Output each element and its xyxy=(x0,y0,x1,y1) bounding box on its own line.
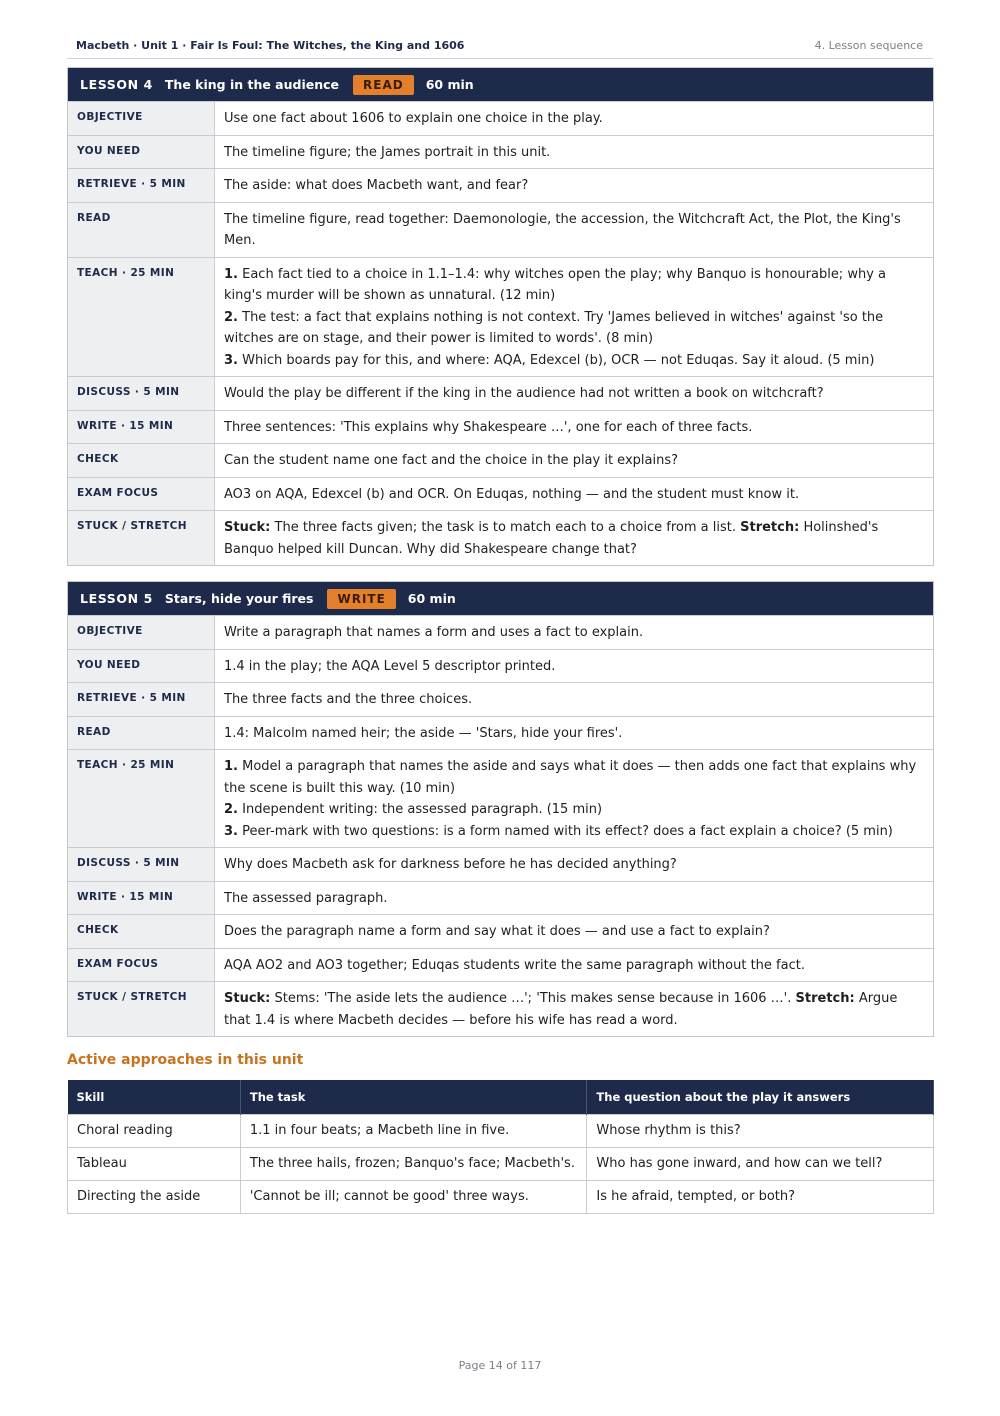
content-line xyxy=(224,108,923,130)
lesson-row xyxy=(68,202,933,257)
content-line xyxy=(224,484,923,506)
content-line xyxy=(224,689,923,711)
row-label: TEACH · 25 MIN xyxy=(68,750,215,847)
column-header: The question about the play it answers xyxy=(587,1080,934,1114)
content-line xyxy=(224,723,923,745)
content-line xyxy=(224,417,923,439)
approaches-table xyxy=(67,1080,934,1214)
row-content xyxy=(215,102,933,135)
lesson-number: LESSON 4 xyxy=(80,77,153,92)
content-line xyxy=(224,622,923,644)
row-label: EXAM FOCUS xyxy=(68,478,215,511)
lesson-number: LESSON 5 xyxy=(80,591,153,606)
lesson-row xyxy=(68,510,933,565)
content-text: The timeline figure; the James portrait in this unit. xyxy=(224,144,551,160)
row-content xyxy=(215,258,933,377)
content-text: The test: a fact that explains nothing is not context. Try 'James believed in witches' against 'so the witches are on stage, and their power is limited to words'. (8 min) xyxy=(224,309,884,346)
lesson-row xyxy=(68,649,933,683)
row-content xyxy=(215,444,933,477)
lesson-duration: 60 min xyxy=(407,591,456,606)
row-content xyxy=(215,616,933,649)
content-line xyxy=(224,955,923,977)
content-text: Which boards pay for this, and where: AQA, Edexcel (b), OCR — not Eduqas. Say it aloud. (5 min) xyxy=(242,352,875,368)
content-text: Three sentences: 'This explains why Shakespeare …', one for each of three facts. xyxy=(224,419,753,435)
label-lead: Stretch: xyxy=(795,991,855,1006)
lesson-title: Stars, hide your fires xyxy=(164,591,314,606)
content-line xyxy=(224,209,923,252)
content-line xyxy=(224,821,923,843)
row-label: EXAM FOCUS xyxy=(68,949,215,982)
lesson-row xyxy=(68,749,933,847)
page-header xyxy=(67,36,933,59)
table-cell: Directing the aside xyxy=(68,1180,241,1213)
row-label: OBJECTIVE xyxy=(68,102,215,135)
table-cell: Is he afraid, tempted, or both? xyxy=(587,1180,934,1213)
lesson-row xyxy=(68,847,933,881)
content-text: Holinshed's Banquo helped kill Duncan. Why did Shakespeare change that? xyxy=(224,520,879,557)
step-number: 3. xyxy=(224,352,238,368)
lesson-row xyxy=(68,410,933,444)
table-cell: Who has gone inward, and how can we tell? xyxy=(587,1147,934,1180)
table-cell: Tableau xyxy=(68,1147,241,1180)
step-number: 3. xyxy=(224,823,238,839)
content-text: Would the play be different if the king in the audience had not written a book on witchcraft? xyxy=(224,386,824,401)
content-text: AQA AO2 and AO3 together; Eduqas students write the same paragraph without the fact. xyxy=(224,957,805,973)
row-label: RETRIEVE · 5 MIN xyxy=(68,169,215,202)
lesson-row xyxy=(68,477,933,511)
section-name: 4. Lesson sequence xyxy=(814,39,923,52)
row-content xyxy=(215,683,933,716)
content-text: Each fact tied to a choice in 1.1–1.4: why witches open the play; why Banquo is honourable; why a king's murder will be shown as unnatural. (12 min) xyxy=(224,266,886,303)
lesson-rows xyxy=(68,101,933,565)
row-content xyxy=(215,882,933,915)
lesson-row xyxy=(68,716,933,750)
row-content xyxy=(215,478,933,511)
row-label: READ xyxy=(68,203,215,257)
row-label: RETRIEVE · 5 MIN xyxy=(68,683,215,716)
row-label: READ xyxy=(68,717,215,750)
page-number: Page 14 of 117 xyxy=(458,1359,542,1372)
running-title: Macbeth · Unit 1 · Fair Is Foul: The Witches, the King and 1606 xyxy=(76,39,465,52)
table-cell: Choral reading xyxy=(68,1114,241,1147)
row-content xyxy=(215,650,933,683)
content-line xyxy=(224,921,923,943)
table-cell: 1.1 in four beats; a Macbeth line in five. xyxy=(240,1114,587,1147)
content-text: The timeline figure, read together: Daemonologie, the accession, the Witchcraft Act, the Plot, the King's Men. xyxy=(224,211,901,248)
row-label: DISCUSS · 5 MIN xyxy=(68,848,215,881)
content-line xyxy=(224,888,923,910)
row-content xyxy=(215,717,933,750)
content-text: The three facts and the three choices. xyxy=(224,692,473,707)
content-line xyxy=(224,175,923,197)
lesson-header xyxy=(68,68,933,101)
row-label: OBJECTIVE xyxy=(68,616,215,649)
lesson-row xyxy=(68,914,933,948)
row-content xyxy=(215,169,933,202)
row-label: DISCUSS · 5 MIN xyxy=(68,377,215,410)
row-label: WRITE · 15 MIN xyxy=(68,411,215,444)
table-cell: 'Cannot be ill; cannot be good' three ways. xyxy=(240,1180,587,1213)
table-row xyxy=(68,1147,934,1180)
row-label: WRITE · 15 MIN xyxy=(68,882,215,915)
lesson-row xyxy=(68,135,933,169)
lesson-rows xyxy=(68,615,933,1036)
content-text: 1.4 in the play; the AQA Level 5 descriptor printed. xyxy=(224,658,556,674)
table-header-row xyxy=(68,1080,934,1114)
column-header: Skill xyxy=(68,1080,241,1114)
section-heading: Active approaches in this unit xyxy=(67,1052,304,1068)
label-lead: Stuck: xyxy=(224,520,271,535)
content-text: Stems: 'The aside lets the audience …'; 'This makes sense because in 1606 …'. xyxy=(274,991,792,1006)
content-text: Model a paragraph that names the aside and says what it does — then adds one fact that explains why the scene is built this way. (10 min) xyxy=(224,759,917,796)
content-line xyxy=(224,307,923,350)
lesson-row xyxy=(68,948,933,982)
lesson-row xyxy=(68,101,933,135)
content-line xyxy=(224,450,923,472)
row-content xyxy=(215,848,933,881)
content-text: The aside: what does Macbeth want, and fear? xyxy=(224,178,529,193)
row-content xyxy=(215,511,933,565)
row-content xyxy=(215,203,933,257)
content-text: Peer-mark with two questions: is a form named with its effect? does a fact explain a choice? (5 min) xyxy=(242,823,893,839)
row-label: CHECK xyxy=(68,915,215,948)
content-line xyxy=(224,142,923,164)
lesson-header xyxy=(68,582,933,615)
row-label: CHECK xyxy=(68,444,215,477)
table-row xyxy=(68,1180,934,1213)
table-row xyxy=(68,1114,934,1147)
content-line xyxy=(224,383,923,405)
lesson-row xyxy=(68,168,933,202)
row-label: YOU NEED xyxy=(68,136,215,169)
content-text: AO3 on AQA, Edexcel (b) and OCR. On Eduqas, nothing — and the student must know it. xyxy=(224,486,800,502)
step-number: 1. xyxy=(224,759,238,774)
content-text: 1.4: Malcolm named heir; the aside — 'Stars, hide your fires'. xyxy=(224,725,623,741)
content-text: Use one fact about 1606 to explain one choice in the play. xyxy=(224,111,603,126)
lesson-title: The king in the audience xyxy=(164,77,340,92)
lesson-duration: 60 min xyxy=(425,77,474,92)
row-label: TEACH · 25 MIN xyxy=(68,258,215,377)
content-text: Independent writing: the assessed paragraph. (15 min) xyxy=(242,802,603,817)
content-text: The three facts given; the task is to match each to a choice from a list. xyxy=(274,520,736,535)
step-number: 1. xyxy=(224,266,238,282)
content-line xyxy=(224,756,923,799)
row-content xyxy=(215,750,933,847)
content-line xyxy=(224,656,923,678)
content-line xyxy=(224,264,923,307)
row-content xyxy=(215,136,933,169)
content-text: Why does Macbeth ask for darkness before he has decided anything? xyxy=(224,857,677,872)
table-cell: The three hails, frozen; Banquo's face; Macbeth's. xyxy=(240,1147,587,1180)
row-content xyxy=(215,915,933,948)
lesson-row xyxy=(68,257,933,377)
label-lead: Stretch: xyxy=(740,520,800,535)
content-text: The assessed paragraph. xyxy=(224,890,388,906)
content-text: Write a paragraph that names a form and uses a fact to explain. xyxy=(224,625,644,640)
lesson-4-table xyxy=(67,67,934,566)
content-line xyxy=(224,854,923,876)
row-label: STUCK / STRETCH xyxy=(68,982,215,1036)
row-label: YOU NEED xyxy=(68,650,215,683)
table-cell: Whose rhythm is this? xyxy=(587,1114,934,1147)
step-number: 2. xyxy=(224,309,238,325)
content-text: Argue that 1.4 is where Macbeth decides — before his wife has read a word. xyxy=(224,991,898,1028)
step-number: 2. xyxy=(224,802,238,817)
content-line xyxy=(224,988,923,1031)
label-lead: Stuck: xyxy=(224,991,271,1006)
column-header: The task xyxy=(240,1080,587,1114)
lesson-row xyxy=(68,981,933,1036)
lesson-row xyxy=(68,881,933,915)
content-text: Can the student name one fact and the choice in the play it explains? xyxy=(224,453,679,468)
row-content xyxy=(215,377,933,410)
lesson-row xyxy=(68,443,933,477)
lesson-row xyxy=(68,682,933,716)
lesson-type-badge: READ xyxy=(353,75,414,95)
row-content xyxy=(215,949,933,982)
content-line xyxy=(224,350,923,372)
lesson-type-badge: WRITE xyxy=(327,589,395,609)
lesson-row xyxy=(68,615,933,649)
content-text: Does the paragraph name a form and say what it does — and use a fact to explain? xyxy=(224,924,770,939)
row-content xyxy=(215,411,933,444)
row-label: STUCK / STRETCH xyxy=(68,511,215,565)
lesson-5-table xyxy=(67,581,934,1037)
lesson-row xyxy=(68,376,933,410)
content-line xyxy=(224,799,923,821)
content-line xyxy=(224,517,923,560)
row-content xyxy=(215,982,933,1036)
